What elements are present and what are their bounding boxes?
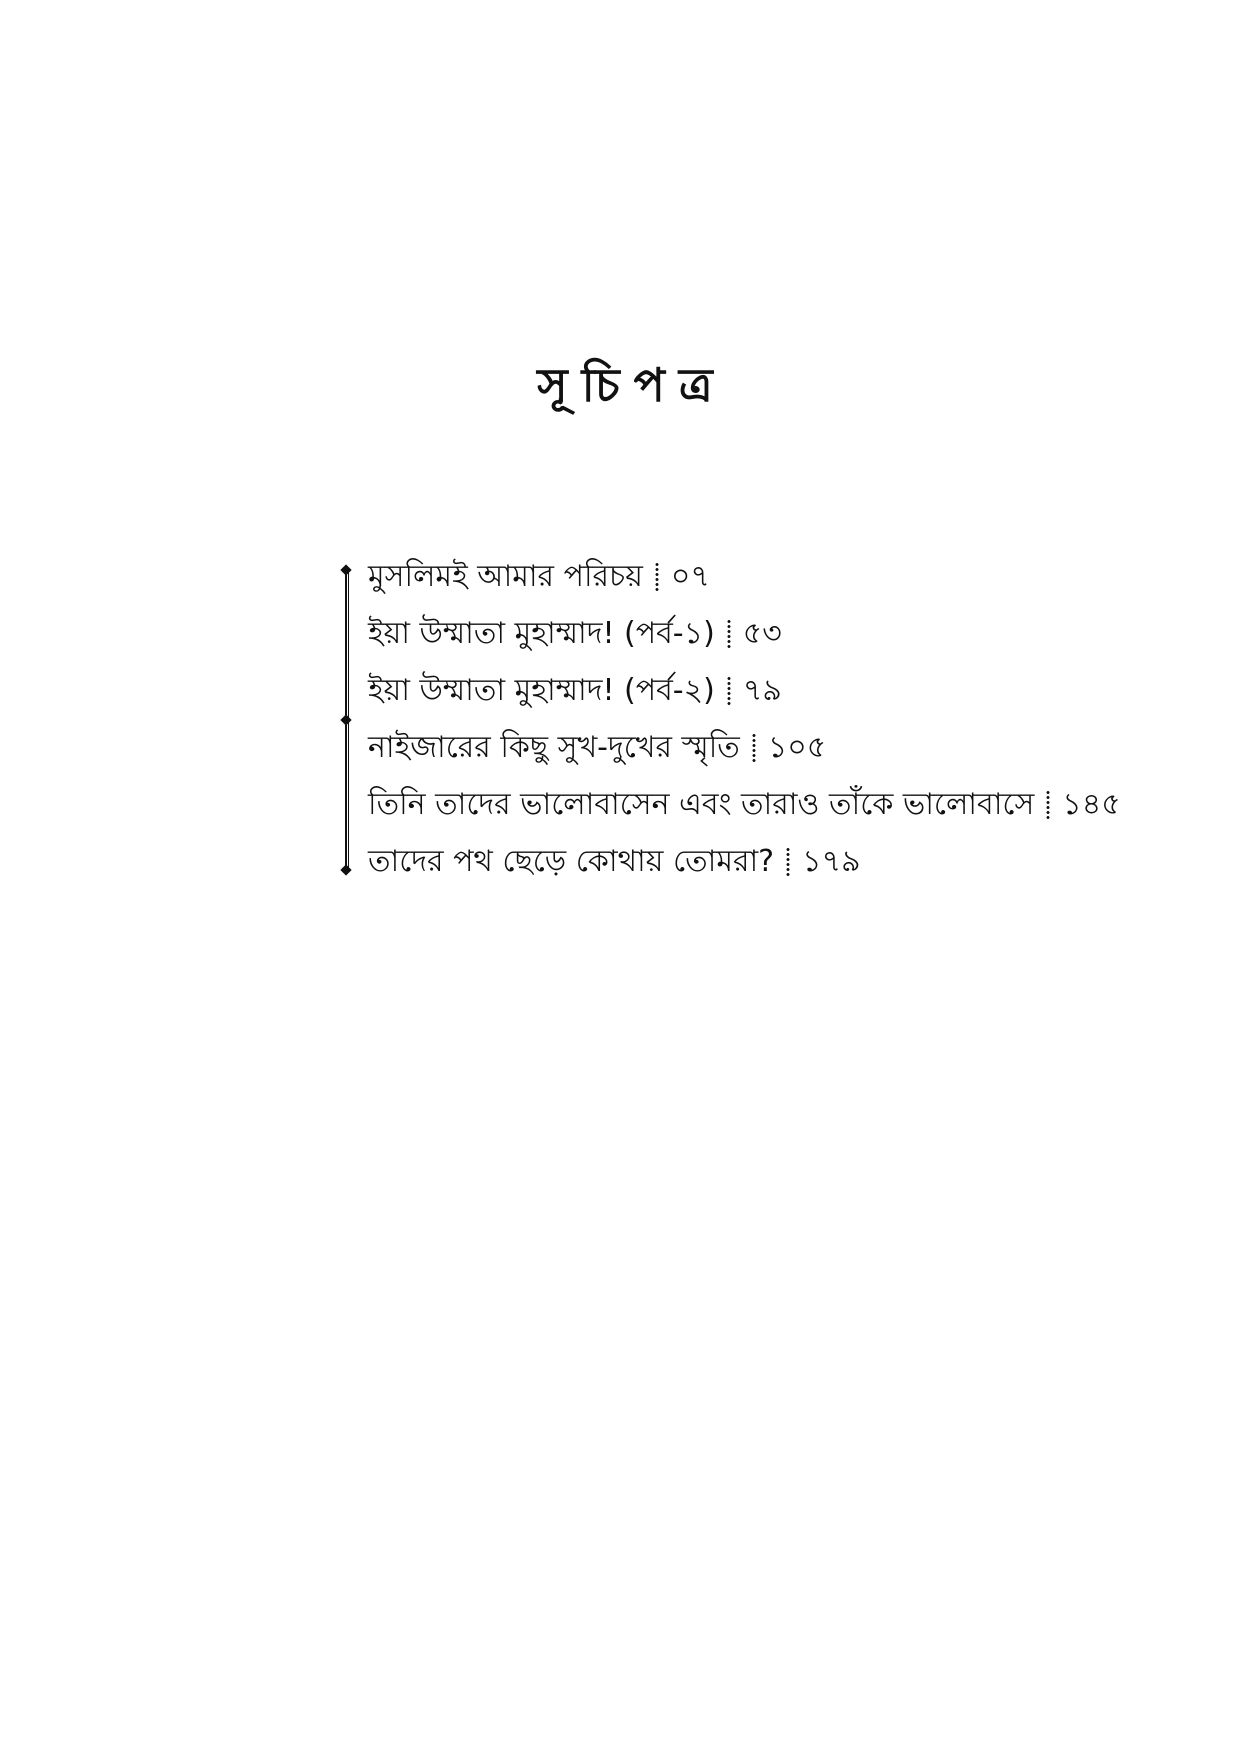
toc-entry-page: ৫৩ (742, 616, 782, 651)
dotted-separator (655, 562, 659, 592)
toc-entry-title: ইয়া উম্মাতা মুহাম্মাদ! (পর্ব-২) (368, 673, 715, 708)
toc-entry-title: ইয়া উম্মাতা মুহাম্মাদ! (পর্ব-১) (368, 616, 715, 651)
decorative-rail (340, 566, 352, 874)
toc-entry (368, 605, 1121, 662)
toc-entry-page: ৭৯ (742, 673, 782, 708)
dotted-separator (1046, 790, 1050, 820)
diamond-ornament-icon (340, 714, 351, 725)
toc-entry (368, 833, 1121, 890)
toc-entry-title: মুসলিমই আমার পরিচয় (368, 559, 643, 594)
toc-entry-title: নাইজারের কিছু সুখ-দুখের স্মৃতি (368, 730, 740, 765)
dotted-separator (727, 676, 731, 706)
toc-list (368, 548, 1121, 890)
toc-entry-title: তিনি তাদের ভালোবাসেন এবং তারাও তাঁকে ভালোবাসে (368, 787, 1035, 822)
diamond-ornament-icon (340, 864, 351, 875)
page-title: সূচিপত্র (537, 358, 727, 412)
dotted-separator (786, 847, 790, 877)
toc-entry-title: তাদের পথ ছেড়ে কোথায় তোমরা? (368, 844, 775, 879)
toc-entry (368, 776, 1121, 833)
toc-entry (368, 548, 1121, 605)
diamond-ornament-icon (340, 564, 351, 575)
toc-entry-page: ১৭৯ (802, 844, 861, 879)
toc-entry (368, 662, 1121, 719)
toc-entry (368, 719, 1121, 776)
dotted-separator (727, 619, 731, 649)
toc-entry-page: ০৭ (670, 559, 710, 594)
dotted-separator (752, 733, 756, 763)
table-of-contents (330, 548, 1150, 888)
toc-entry-page: ১৪৫ (1062, 787, 1121, 822)
toc-entry-page: ১০৫ (767, 730, 827, 765)
